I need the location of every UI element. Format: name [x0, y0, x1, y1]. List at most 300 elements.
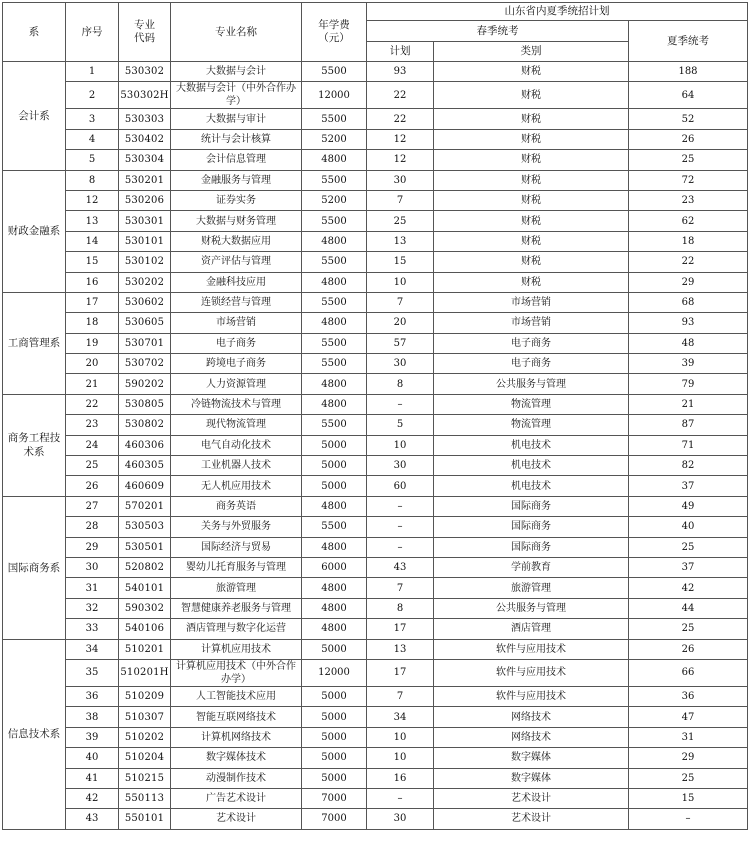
summer-plan-cell: – [629, 809, 748, 829]
table-row [3, 707, 748, 727]
spring-plan-cell: 10 [367, 272, 434, 292]
tuition-cell: 5000 [302, 707, 367, 727]
tuition-cell: 5500 [302, 211, 367, 231]
header-category: 类别 [434, 42, 629, 62]
tuition-cell: 4800 [302, 231, 367, 251]
summer-plan-cell: 26 [629, 639, 748, 659]
tuition-cell: 6000 [302, 557, 367, 577]
major-name-cell: 商务英语 [171, 496, 302, 516]
tuition-cell: 4800 [302, 150, 367, 170]
code-cell: 530102 [119, 252, 171, 272]
seq-cell: 15 [66, 252, 119, 272]
table-row [3, 211, 748, 231]
spring-category-cell: 物流管理 [434, 415, 629, 435]
seq-cell: 13 [66, 211, 119, 231]
seq-cell: 28 [66, 517, 119, 537]
tuition-cell: 5000 [302, 768, 367, 788]
summer-plan-cell: 87 [629, 415, 748, 435]
spring-category-cell: 财税 [434, 82, 629, 109]
code-cell: 530501 [119, 537, 171, 557]
code-cell: 530605 [119, 313, 171, 333]
spring-plan-cell: 34 [367, 707, 434, 727]
summer-plan-cell: 21 [629, 394, 748, 414]
seq-cell: 2 [66, 82, 119, 109]
seq-cell: 40 [66, 748, 119, 768]
summer-plan-cell: 29 [629, 272, 748, 292]
summer-plan-cell: 25 [629, 619, 748, 639]
spring-category-cell: 软件与应用技术 [434, 639, 629, 659]
major-name-cell: 旅游管理 [171, 578, 302, 598]
table-row [3, 394, 748, 414]
code-cell: 530304 [119, 150, 171, 170]
table-row [3, 231, 748, 251]
seq-cell: 43 [66, 809, 119, 829]
table-row [3, 537, 748, 557]
header-summer-exam: 夏季统考 [629, 21, 748, 62]
spring-plan-cell: 30 [367, 170, 434, 190]
summer-plan-cell: 71 [629, 435, 748, 455]
seq-cell: 23 [66, 415, 119, 435]
code-cell: 530303 [119, 109, 171, 129]
major-name-cell: 工业机器人技术 [171, 456, 302, 476]
table-row [3, 374, 748, 394]
table-row [3, 748, 748, 768]
spring-plan-cell: 10 [367, 435, 434, 455]
spring-plan-cell: 60 [367, 476, 434, 496]
summer-plan-cell: 93 [629, 313, 748, 333]
tuition-cell: 5000 [302, 639, 367, 659]
tuition-cell: 12000 [302, 82, 367, 109]
department-cell: 信息技术系 [3, 639, 66, 829]
table-row [3, 659, 748, 686]
major-name-cell: 无人机应用技术 [171, 476, 302, 496]
spring-category-cell: 公共服务与管理 [434, 598, 629, 618]
major-name-cell: 大数据与会计（中外合作办学） [171, 82, 302, 109]
spring-category-cell: 财税 [434, 170, 629, 190]
tuition-cell: 5200 [302, 129, 367, 149]
code-cell: 540106 [119, 619, 171, 639]
code-cell: 530302H [119, 82, 171, 109]
table-row [3, 598, 748, 618]
table-row [3, 272, 748, 292]
table-row [3, 292, 748, 312]
spring-plan-cell: 30 [367, 809, 434, 829]
major-name-cell: 智慧健康养老服务与管理 [171, 598, 302, 618]
spring-plan-cell: 13 [367, 231, 434, 251]
major-name-cell: 金融科技应用 [171, 272, 302, 292]
spring-category-cell: 公共服务与管理 [434, 374, 629, 394]
spring-plan-cell: 22 [367, 82, 434, 109]
major-name-cell: 艺术设计 [171, 809, 302, 829]
major-name-cell: 婴幼儿托育服务与管理 [171, 557, 302, 577]
table-header [3, 3, 748, 62]
spring-plan-cell: 22 [367, 109, 434, 129]
header-spring-exam: 春季统考 [367, 21, 629, 42]
seq-cell: 31 [66, 578, 119, 598]
spring-category-cell: 市场营销 [434, 313, 629, 333]
major-name-cell: 证券实务 [171, 190, 302, 210]
tuition-cell: 7000 [302, 788, 367, 808]
major-name-cell: 电气自动化技术 [171, 435, 302, 455]
seq-cell: 39 [66, 727, 119, 747]
seq-cell: 34 [66, 639, 119, 659]
major-name-cell: 金融服务与管理 [171, 170, 302, 190]
summer-plan-cell: 26 [629, 129, 748, 149]
tuition-cell: 5500 [302, 170, 367, 190]
major-name-cell: 广告艺术设计 [171, 788, 302, 808]
major-name-cell: 动漫制作技术 [171, 768, 302, 788]
spring-plan-cell: – [367, 496, 434, 516]
major-name-cell: 大数据与审计 [171, 109, 302, 129]
spring-category-cell: 电子商务 [434, 354, 629, 374]
seq-cell: 14 [66, 231, 119, 251]
header-plan: 计划 [367, 42, 434, 62]
code-cell: 530702 [119, 354, 171, 374]
seq-cell: 41 [66, 768, 119, 788]
tuition-cell: 4800 [302, 313, 367, 333]
summer-plan-cell: 22 [629, 252, 748, 272]
spring-plan-cell: 10 [367, 748, 434, 768]
spring-plan-cell: – [367, 788, 434, 808]
spring-category-cell: 财税 [434, 252, 629, 272]
major-name-cell: 连锁经营与管理 [171, 292, 302, 312]
major-name-cell: 人力资源管理 [171, 374, 302, 394]
header-seq: 序号 [66, 3, 119, 62]
code-cell: 530805 [119, 394, 171, 414]
major-name-cell: 市场营销 [171, 313, 302, 333]
spring-category-cell: 物流管理 [434, 394, 629, 414]
seq-cell: 3 [66, 109, 119, 129]
seq-cell: 26 [66, 476, 119, 496]
major-name-cell: 计算机应用技术 [171, 639, 302, 659]
seq-cell: 22 [66, 394, 119, 414]
code-cell: 460609 [119, 476, 171, 496]
summer-plan-cell: 25 [629, 537, 748, 557]
spring-category-cell: 酒店管理 [434, 619, 629, 639]
tuition-cell: 4800 [302, 537, 367, 557]
major-name-cell: 冷链物流技术与管理 [171, 394, 302, 414]
seq-cell: 1 [66, 62, 119, 82]
summer-plan-cell: 82 [629, 456, 748, 476]
code-cell: 530302 [119, 62, 171, 82]
summer-plan-cell: 29 [629, 748, 748, 768]
major-name-cell: 数字媒体技术 [171, 748, 302, 768]
tuition-cell: 5000 [302, 748, 367, 768]
spring-category-cell: 软件与应用技术 [434, 659, 629, 686]
department-cell: 工商管理系 [3, 292, 66, 394]
department-cell: 国际商务系 [3, 496, 66, 639]
summer-plan-cell: 40 [629, 517, 748, 537]
spring-plan-cell: 7 [367, 686, 434, 706]
seq-cell: 24 [66, 435, 119, 455]
seq-cell: 4 [66, 129, 119, 149]
summer-plan-cell: 64 [629, 82, 748, 109]
seq-cell: 32 [66, 598, 119, 618]
table-row [3, 129, 748, 149]
tuition-cell: 5500 [302, 517, 367, 537]
spring-plan-cell: 30 [367, 456, 434, 476]
major-name-cell: 国际经济与贸易 [171, 537, 302, 557]
major-name-cell: 关务与外贸服务 [171, 517, 302, 537]
code-cell: 530101 [119, 231, 171, 251]
department-cell: 会计系 [3, 62, 66, 171]
code-cell: 530301 [119, 211, 171, 231]
tuition-cell: 5200 [302, 190, 367, 210]
header-major-name: 专业名称 [171, 3, 302, 62]
spring-category-cell: 市场营销 [434, 292, 629, 312]
code-cell: 530602 [119, 292, 171, 312]
major-name-cell: 资产评估与管理 [171, 252, 302, 272]
spring-plan-cell: 15 [367, 252, 434, 272]
table-row [3, 788, 748, 808]
code-cell: 510209 [119, 686, 171, 706]
spring-plan-cell: 16 [367, 768, 434, 788]
tuition-cell: 7000 [302, 809, 367, 829]
code-cell: 590202 [119, 374, 171, 394]
seq-cell: 30 [66, 557, 119, 577]
spring-plan-cell: 7 [367, 578, 434, 598]
tuition-cell: 5500 [302, 62, 367, 82]
summer-plan-cell: 79 [629, 374, 748, 394]
major-name-cell: 计算机网络技术 [171, 727, 302, 747]
code-cell: 460305 [119, 456, 171, 476]
code-cell: 510201H [119, 659, 171, 686]
summer-plan-cell: 25 [629, 768, 748, 788]
code-cell: 510204 [119, 748, 171, 768]
seq-cell: 27 [66, 496, 119, 516]
spring-category-cell: 财税 [434, 150, 629, 170]
spring-plan-cell: 8 [367, 598, 434, 618]
summer-plan-cell: 37 [629, 476, 748, 496]
spring-category-cell: 软件与应用技术 [434, 686, 629, 706]
code-cell: 530202 [119, 272, 171, 292]
summer-plan-cell: 44 [629, 598, 748, 618]
seq-cell: 8 [66, 170, 119, 190]
summer-plan-cell: 42 [629, 578, 748, 598]
spring-plan-cell: – [367, 537, 434, 557]
tuition-cell: 5500 [302, 109, 367, 129]
summer-plan-cell: 68 [629, 292, 748, 312]
code-cell: 540101 [119, 578, 171, 598]
tuition-cell: 4800 [302, 394, 367, 414]
summer-plan-cell: 37 [629, 557, 748, 577]
table-row [3, 476, 748, 496]
spring-category-cell: 财税 [434, 231, 629, 251]
seq-cell: 12 [66, 190, 119, 210]
spring-plan-cell: 13 [367, 639, 434, 659]
seq-cell: 16 [66, 272, 119, 292]
major-name-cell: 智能互联网络技术 [171, 707, 302, 727]
tuition-cell: 4800 [302, 496, 367, 516]
tuition-cell: 4800 [302, 374, 367, 394]
spring-category-cell: 国际商务 [434, 496, 629, 516]
spring-category-cell: 艺术设计 [434, 788, 629, 808]
spring-category-cell: 艺术设计 [434, 809, 629, 829]
seq-cell: 5 [66, 150, 119, 170]
summer-plan-cell: 62 [629, 211, 748, 231]
code-cell: 530402 [119, 129, 171, 149]
code-cell: 530206 [119, 190, 171, 210]
summer-plan-cell: 23 [629, 190, 748, 210]
tuition-cell: 5500 [302, 415, 367, 435]
tuition-cell: 12000 [302, 659, 367, 686]
spring-plan-cell: 8 [367, 374, 434, 394]
summer-plan-cell: 66 [629, 659, 748, 686]
code-cell: 510215 [119, 768, 171, 788]
spring-plan-cell: 5 [367, 415, 434, 435]
tuition-cell: 5500 [302, 354, 367, 374]
spring-category-cell: 机电技术 [434, 456, 629, 476]
table-row [3, 150, 748, 170]
spring-plan-cell: 30 [367, 354, 434, 374]
major-name-cell: 大数据与财务管理 [171, 211, 302, 231]
major-name-cell: 会计信息管理 [171, 150, 302, 170]
major-name-cell: 财税大数据应用 [171, 231, 302, 251]
table-row [3, 686, 748, 706]
spring-category-cell: 机电技术 [434, 435, 629, 455]
table-row [3, 768, 748, 788]
table-row [3, 170, 748, 190]
seq-cell: 36 [66, 686, 119, 706]
major-name-cell: 现代物流管理 [171, 415, 302, 435]
header-summer-plan-group: 山东省内夏季统招计划 [367, 3, 748, 21]
tuition-cell: 5000 [302, 435, 367, 455]
spring-plan-cell: 20 [367, 313, 434, 333]
tuition-cell: 4800 [302, 598, 367, 618]
header-department: 系 [3, 3, 66, 62]
table-row [3, 415, 748, 435]
code-cell: 550113 [119, 788, 171, 808]
summer-plan-cell: 36 [629, 686, 748, 706]
spring-plan-cell: 43 [367, 557, 434, 577]
summer-plan-cell: 47 [629, 707, 748, 727]
tuition-cell: 4800 [302, 578, 367, 598]
department-cell: 商务工程技术系 [3, 394, 66, 496]
spring-category-cell: 财税 [434, 211, 629, 231]
seq-cell: 20 [66, 354, 119, 374]
summer-plan-cell: 52 [629, 109, 748, 129]
code-cell: 530503 [119, 517, 171, 537]
code-cell: 510307 [119, 707, 171, 727]
spring-category-cell: 数字媒体 [434, 748, 629, 768]
table-row [3, 727, 748, 747]
spring-plan-cell: 7 [367, 190, 434, 210]
seq-cell: 38 [66, 707, 119, 727]
tuition-cell: 5500 [302, 292, 367, 312]
spring-plan-cell: 7 [367, 292, 434, 312]
table-row [3, 435, 748, 455]
spring-plan-cell: 12 [367, 150, 434, 170]
table-row [3, 82, 748, 109]
spring-plan-cell: 57 [367, 333, 434, 353]
seq-cell: 18 [66, 313, 119, 333]
tuition-cell: 5000 [302, 476, 367, 496]
seq-cell: 29 [66, 537, 119, 557]
summer-plan-cell: 15 [629, 788, 748, 808]
seq-cell: 33 [66, 619, 119, 639]
major-name-cell: 大数据与会计 [171, 62, 302, 82]
spring-plan-cell: 10 [367, 727, 434, 747]
table-row [3, 62, 748, 82]
spring-category-cell: 国际商务 [434, 517, 629, 537]
summer-plan-cell: 25 [629, 150, 748, 170]
tuition-cell: 5500 [302, 333, 367, 353]
spring-category-cell: 国际商务 [434, 537, 629, 557]
table-row [3, 619, 748, 639]
tuition-cell: 5000 [302, 456, 367, 476]
spring-category-cell: 财税 [434, 62, 629, 82]
major-name-cell: 人工智能技术应用 [171, 686, 302, 706]
summer-plan-cell: 18 [629, 231, 748, 251]
spring-category-cell: 学前教育 [434, 557, 629, 577]
spring-category-cell: 财税 [434, 190, 629, 210]
spring-category-cell: 财税 [434, 109, 629, 129]
code-cell: 510201 [119, 639, 171, 659]
table-row [3, 313, 748, 333]
code-cell: 520802 [119, 557, 171, 577]
spring-plan-cell: 17 [367, 619, 434, 639]
seq-cell: 42 [66, 788, 119, 808]
table-row [3, 190, 748, 210]
spring-category-cell: 财税 [434, 272, 629, 292]
seq-cell: 17 [66, 292, 119, 312]
table-body [3, 62, 748, 830]
code-cell: 460306 [119, 435, 171, 455]
tuition-cell: 4800 [302, 272, 367, 292]
table-row [3, 517, 748, 537]
spring-plan-cell: – [367, 517, 434, 537]
table-row [3, 809, 748, 829]
header-code: 专业 代码 [119, 3, 171, 62]
table-row [3, 639, 748, 659]
spring-category-cell: 机电技术 [434, 476, 629, 496]
major-name-cell: 计算机应用技术（中外合作办学） [171, 659, 302, 686]
seq-cell: 21 [66, 374, 119, 394]
summer-plan-cell: 72 [629, 170, 748, 190]
seq-cell: 35 [66, 659, 119, 686]
tuition-cell: 5000 [302, 727, 367, 747]
table-row [3, 252, 748, 272]
spring-category-cell: 数字媒体 [434, 768, 629, 788]
tuition-cell: 5500 [302, 252, 367, 272]
spring-category-cell: 网络技术 [434, 727, 629, 747]
spring-category-cell: 旅游管理 [434, 578, 629, 598]
major-name-cell: 统计与会计核算 [171, 129, 302, 149]
code-cell: 530701 [119, 333, 171, 353]
code-cell: 530802 [119, 415, 171, 435]
enrollment-plan-table [2, 2, 748, 830]
summer-plan-cell: 48 [629, 333, 748, 353]
table-row [3, 354, 748, 374]
spring-plan-cell: 93 [367, 62, 434, 82]
major-name-cell: 酒店管理与数字化运营 [171, 619, 302, 639]
enrollment-plan-document [2, 2, 748, 830]
spring-category-cell: 财税 [434, 129, 629, 149]
summer-plan-cell: 49 [629, 496, 748, 516]
table-row [3, 456, 748, 476]
spring-plan-cell: 12 [367, 129, 434, 149]
table-row [3, 109, 748, 129]
code-cell: 550101 [119, 809, 171, 829]
seq-cell: 19 [66, 333, 119, 353]
summer-plan-cell: 188 [629, 62, 748, 82]
spring-category-cell: 网络技术 [434, 707, 629, 727]
code-cell: 570201 [119, 496, 171, 516]
code-cell: 510202 [119, 727, 171, 747]
tuition-cell: 5000 [302, 686, 367, 706]
spring-plan-cell: – [367, 394, 434, 414]
spring-plan-cell: 17 [367, 659, 434, 686]
